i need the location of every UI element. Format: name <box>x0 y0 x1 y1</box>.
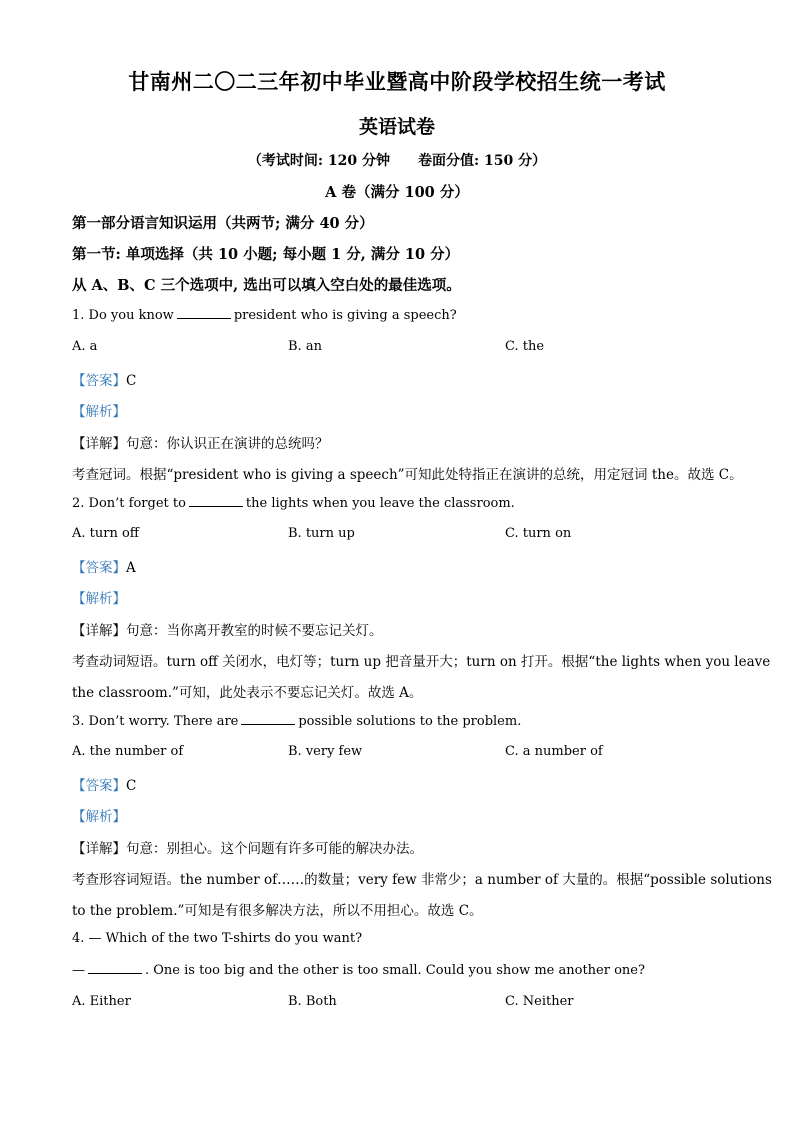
answer-label: 【答案】 <box>72 560 126 576</box>
question-4-stem-line-2 <box>72 962 645 978</box>
exam-title: 甘南州二〇二三年初中毕业暨高中阶段学校招生统一考试 <box>128 69 666 94</box>
question-3-blank <box>241 713 295 725</box>
question-2-explanation-2: the classroom.”可知，此处表示不要忘记关灯。故选 A。 <box>72 685 423 701</box>
detail-label: 【详解】 <box>72 623 126 639</box>
question-4-option-a: A. Either <box>72 994 131 1009</box>
exam-subtitle: 英语试卷 <box>358 116 435 138</box>
question-4-blank <box>88 962 142 974</box>
question-1-stem <box>72 307 457 323</box>
question-3-answer-value: C <box>126 778 137 794</box>
answer-label: 【答案】 <box>72 778 126 794</box>
analysis-label: 【解析】 <box>72 809 126 825</box>
question-1-stem-after: president who is giving a speech? <box>233 308 457 323</box>
question-2-option-c: C. turn on <box>505 526 572 541</box>
question-1-answer <box>72 369 136 389</box>
section-heading: 第一节: 单项选择（共 10 小题; 每小题 1 分, 满分 10 分） <box>72 246 460 263</box>
question-1-answer-value: C <box>126 373 137 389</box>
question-3-option-c: C. a number of <box>505 744 603 759</box>
question-2-blank <box>189 495 243 507</box>
question-4-option-b: B. Both <box>288 994 337 1009</box>
question-4-stem-line-1: 4. — Which of the two T-shirts do you want? <box>72 931 363 946</box>
question-3-explanation-2: to the problem.”可知是有很多解决方法，所以不用担心。故选 C。 <box>72 903 483 919</box>
question-3-option-b: B. very few <box>288 744 363 759</box>
question-1-detail <box>72 432 329 452</box>
analysis-label: 【解析】 <box>72 591 126 607</box>
question-3-stem-before: 3. Don’t worry. There are <box>72 714 239 729</box>
question-3-answer <box>72 774 136 794</box>
question-1-option-b: B. an <box>288 339 322 354</box>
question-2-option-a: A. turn off <box>72 526 140 541</box>
detail-label: 【详解】 <box>72 841 126 857</box>
section-instruction: 从 A、B、C 三个选项中, 选出可以填入空白处的最佳选项。 <box>72 277 461 294</box>
question-1-explanation: 考查冠词。根据“president who is giving a speech”可知此处特指正在演讲的总统，用定冠词 the。故选 C。 <box>72 467 743 483</box>
part-heading: 第一部分语言知识运用（共两节; 满分 40 分） <box>72 215 374 232</box>
analysis-label: 【解析】 <box>72 404 126 420</box>
question-2-translation: 句意：当你离开教室的时候不要忘记关灯。 <box>126 623 383 639</box>
exam-time-score-info: （考试时间: 120 分钟 卷面分值: 150 分） <box>247 153 547 169</box>
question-1-option-a: A. a <box>72 339 98 354</box>
answer-label: 【答案】 <box>72 373 126 389</box>
question-3-stem <box>72 713 521 729</box>
question-3-detail <box>72 837 423 857</box>
question-1-stem-before: 1. Do you know <box>72 308 174 323</box>
question-2-analysis <box>72 587 126 607</box>
question-1-blank <box>177 307 231 319</box>
question-3-option-a: A. the number of <box>72 744 184 759</box>
question-2-option-b: B. turn up <box>288 526 355 541</box>
question-2-answer-value: A <box>126 560 136 576</box>
detail-label: 【详解】 <box>72 436 126 452</box>
question-1-analysis <box>72 400 126 420</box>
question-2-stem <box>72 495 515 511</box>
question-4-stem-before: — <box>72 963 85 978</box>
question-2-answer <box>72 556 136 576</box>
question-3-stem-after: possible solutions to the problem. <box>298 714 522 729</box>
question-4-stem-after: . One is too big and the other is too small. Could you show me another one? <box>145 963 645 978</box>
question-3-explanation-1: 考查形容词短语。the number of……的数量；very few 非常少；a number of 大量的。根据“possible solutions <box>72 872 772 888</box>
volume-heading: A 卷（满分 100 分） <box>325 184 469 201</box>
question-1-option-c: C. the <box>505 339 545 354</box>
question-2-stem-before: 2. Don’t forget to <box>72 496 186 511</box>
question-3-translation: 句意：别担心。这个问题有许多可能的解决办法。 <box>126 841 423 857</box>
question-4-option-c: C. Neither <box>505 994 574 1009</box>
question-2-stem-after: the lights when you leave the classroom. <box>245 496 515 511</box>
question-1-translation: 句意：你认识正在演讲的总统吗？ <box>126 436 329 452</box>
question-3-analysis <box>72 805 126 825</box>
question-2-explanation-1: 考查动词短语。turn off 关闭水，电灯等；turn up 把音量开大；turn on 打开。根据“the lights when you leave <box>72 654 771 670</box>
question-2-detail <box>72 619 383 639</box>
